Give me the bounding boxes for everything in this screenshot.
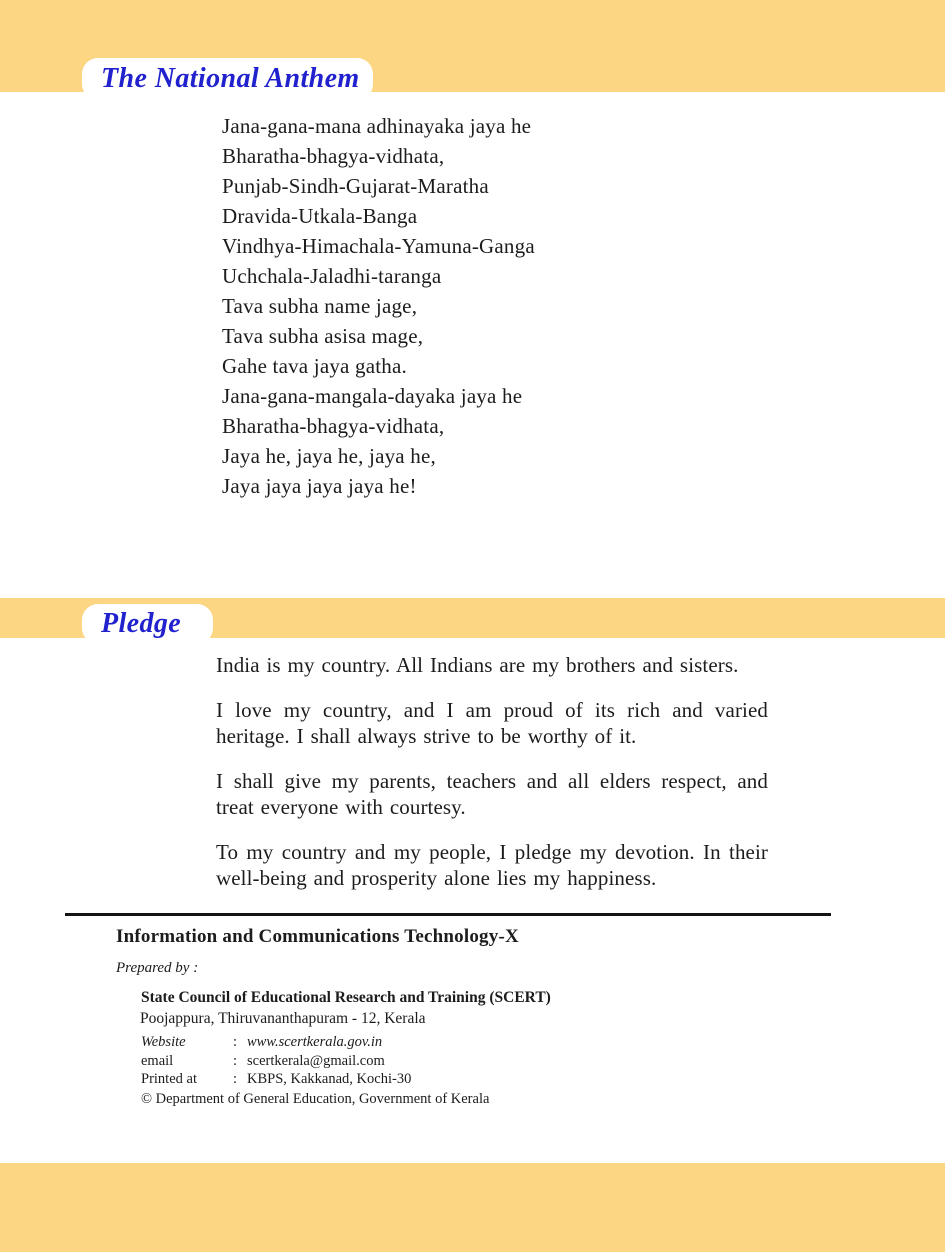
copyright-line: © Department of General Education, Government of Kerala: [141, 1091, 490, 1107]
colon-separator: :: [233, 1071, 238, 1087]
divider-line: [65, 913, 831, 916]
anthem-line: Jaya he, jaya he, jaya he,: [222, 444, 436, 468]
anthem-line: Tava subha name jage,: [222, 294, 418, 318]
website-value: www.scertkerala.gov.in: [247, 1034, 383, 1050]
prepared-by-label: Prepared by :: [116, 960, 199, 976]
national-anthem-text: [222, 111, 535, 501]
pledge-paragraph: India is my country. All Indians are my brothers and sisters.: [216, 653, 739, 677]
anthem-line: Jana-gana-mana adhinayaka jaya he: [222, 114, 532, 138]
national-anthem-heading: The National Anthem: [101, 63, 360, 94]
colon-separator: :: [233, 1052, 238, 1069]
anthem-line: Jana-gana-mangala-dayaka jaya he: [222, 384, 523, 408]
pledge-paragraph: I love my country, and I am proud of its rich and varied heritage. I shall always strive to be worthy of it.: [216, 698, 768, 748]
anthem-line: Jaya jaya jaya jaya he!: [222, 474, 417, 498]
book-title: Information and Communications Technology-X: [116, 926, 519, 947]
pledge-text: [216, 652, 768, 910]
email-row: [141, 1052, 411, 1071]
anthem-line: Vindhya-Himachala-Yamuna-Ganga: [222, 234, 535, 258]
pledge-paragraph: To my country and my people, I pledge my devotion. In their well-being and prosperity alone lies my happiness.: [216, 840, 768, 890]
anthem-line: Gahe tava jaya gatha.: [222, 354, 407, 378]
website-label: Website: [141, 1034, 186, 1050]
bottom-yellow-band: [0, 1163, 945, 1252]
national-anthem-heading-box: [82, 58, 373, 100]
email-label: email: [141, 1052, 174, 1069]
pledge-heading: Pledge: [101, 608, 182, 639]
printed-at-label: Printed at: [141, 1071, 197, 1087]
printed-at-value: KBPS, Kakkanad, Kochi-30: [247, 1071, 412, 1087]
website-row: [141, 1033, 411, 1052]
anthem-line: Uchchala-Jaladhi-taranga: [222, 264, 442, 288]
publisher-address: Poojappura, Thiruvananthapuram - 12, Kerala: [140, 1010, 426, 1027]
email-value: scertkerala@gmail.com: [247, 1052, 385, 1069]
publisher-name: State Council of Educational Research and Training (SCERT): [141, 989, 551, 1006]
anthem-line: Tava subha asisa mage,: [222, 324, 424, 348]
pledge-paragraph: I shall give my parents, teachers and all elders respect, and treat everyone with courtesy.: [216, 769, 768, 819]
anthem-line: Punjab-Sindh-Gujarat-Maratha: [222, 174, 489, 198]
anthem-line: Bharatha-bhagya-vidhata,: [222, 414, 445, 438]
anthem-line: Dravida-Utkala-Banga: [222, 204, 418, 228]
colon-separator: :: [233, 1034, 238, 1050]
imprint-detail-rows: [141, 1033, 411, 1089]
pledge-heading-box: [82, 604, 213, 644]
anthem-line: Bharatha-bhagya-vidhata,: [222, 144, 445, 168]
printed-at-row: [141, 1070, 411, 1089]
